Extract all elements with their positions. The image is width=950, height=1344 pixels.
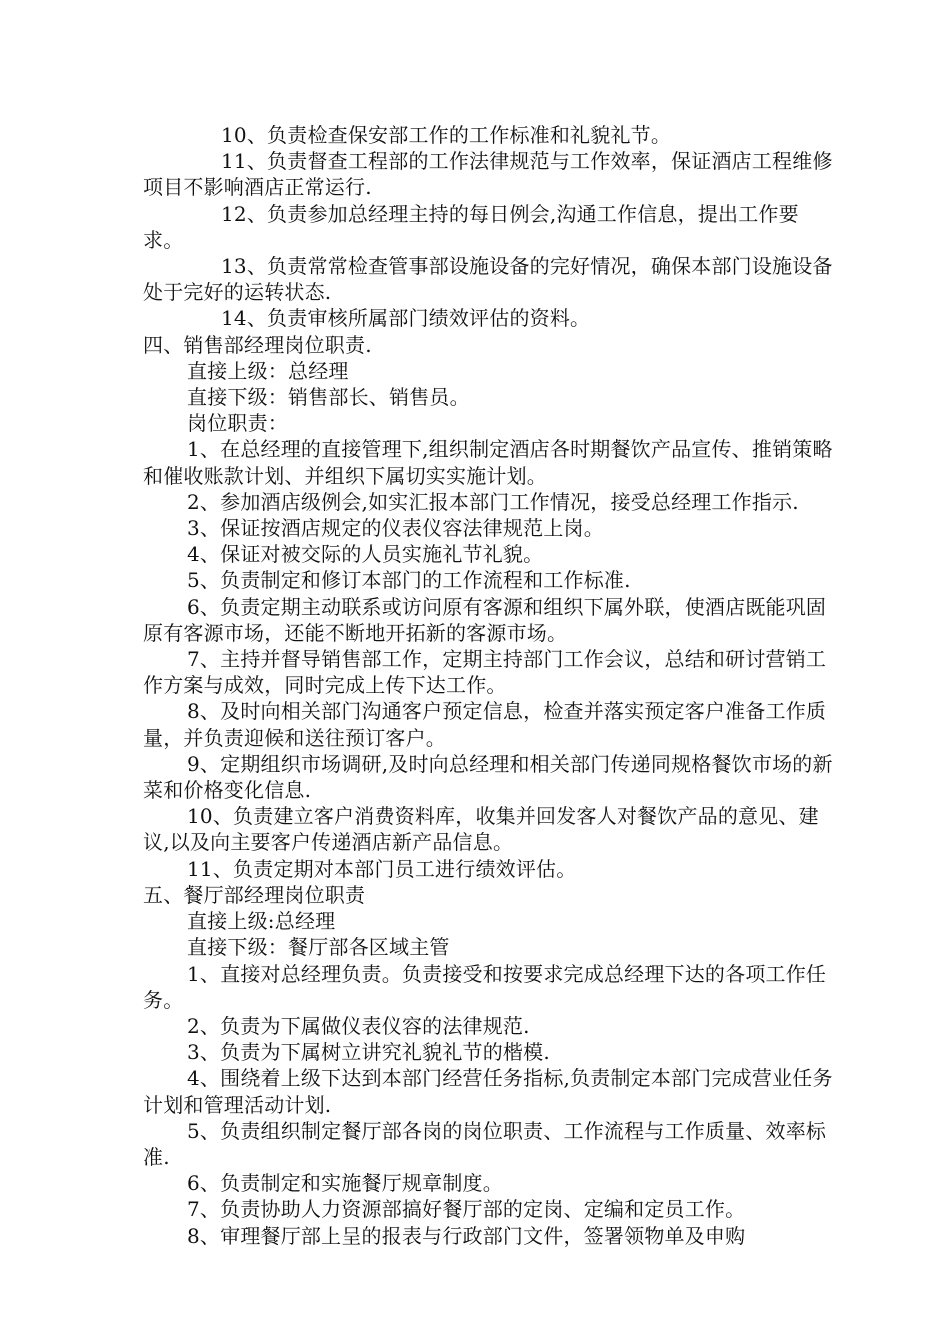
paragraph: 4、围绕着上级下达到本部门经营任务指标,负责制定本部门完成营业任务计划和管理活动计划. xyxy=(143,1066,833,1117)
paragraph: 1、直接对总经理负责。负责接受和按要求完成总经理下达的各项工作任务。 xyxy=(143,961,827,1012)
paragraph: 8、审理餐厅部上呈的报表与行政部门文件，签署领物单及申购 xyxy=(187,1223,746,1248)
section-heading: 四、销售部经理岗位职责. xyxy=(143,332,372,357)
paragraph: 3、负责为下属树立讲究礼貌礼节的楷模. xyxy=(187,1040,550,1065)
section-heading: 五、餐厅部经理岗位职责 xyxy=(143,882,366,907)
paragraph: 2、参加酒店级例会,如实汇报本部门工作情况，接受总经理工作指示. xyxy=(187,489,799,514)
paragraph: 7、主持并督导销售部工作，定期主持部门工作会议，总结和研讨营销工作方案与成效，同时完成上传下达工作。 xyxy=(143,647,827,698)
paragraph: 1、在总经理的直接管理下,组织制定酒店各时期餐饮产品宣传、推销策略和催收账款计划、并组织下属切实实施计划。 xyxy=(143,437,833,488)
paragraph: 11、负责定期对本部门员工进行绩效评估。 xyxy=(187,856,577,881)
paragraph: 10、负责建立客户消费资料库，收集并回发客人对餐饮产品的意见、建议,以及向主要客户传递酒店新产品信息。 xyxy=(143,804,819,855)
paragraph: 7、负责协助人力资源部搞好餐厅部的定岗、定编和定员工作。 xyxy=(187,1197,746,1222)
paragraph: 6、负责制定和实施餐厅规章制度。 xyxy=(187,1171,503,1196)
paragraph: 4、保证对被交际的人员实施礼节礼貌。 xyxy=(187,542,544,567)
paragraph: 8、及时向相关部门沟通客户预定信息，检查并落实预定客户准备工作质量，并负责迎候和送往预订客户。 xyxy=(143,699,827,750)
document-body xyxy=(143,122,833,1249)
paragraph: 直接下级：销售部长、销售员。 xyxy=(187,385,470,410)
paragraph: 9、定期组织市场调研,及时向总经理和相关部门传递同规格餐饮市场的新菜和价格变化信息. xyxy=(143,751,833,803)
paragraph: 14、负责审核所属部门绩效评估的资料。 xyxy=(221,306,591,331)
paragraph: 10、负责检查保安部工作的工作标准和礼貌礼节。 xyxy=(221,123,672,147)
paragraph: 5、负责组织制定餐厅部各岗的岗位职责、工作流程与工作质量、效率标准. xyxy=(143,1118,827,1169)
paragraph: 直接上级:总经理 xyxy=(187,909,336,934)
paragraph: 直接上级：总经理 xyxy=(187,358,349,383)
paragraph: 6、负责定期主动联系或访问原有客源和组织下属外联，使酒店既能巩固原有客源市场，还能不断地开拓新的客源市场。 xyxy=(143,594,827,645)
paragraph: 12、负责参加总经理主持的每日例会,沟通工作信息，提出工作要求。 xyxy=(143,201,799,252)
paragraph: 5、负责制定和修订本部门的工作流程和工作标准. xyxy=(187,568,631,593)
paragraph: 岗位职责： xyxy=(187,411,288,436)
paragraph: 直接下级：餐厅部各区域主管 xyxy=(187,935,450,960)
paragraph: 2、负责为下属做仪表仪容的法律规范. xyxy=(187,1013,530,1038)
paragraph: 11、负责督查工程部的工作法律规范与工作效率，保证酒店工程维修项目不影响酒店正常运行. xyxy=(143,149,833,200)
paragraph: 3、保证按酒店规定的仪表仪容法律规范上岗。 xyxy=(187,516,604,541)
paragraph: 13、负责常常检查管事部设施设备的完好情况，确保本部门设施设备处于完好的运转状态. xyxy=(143,254,833,305)
